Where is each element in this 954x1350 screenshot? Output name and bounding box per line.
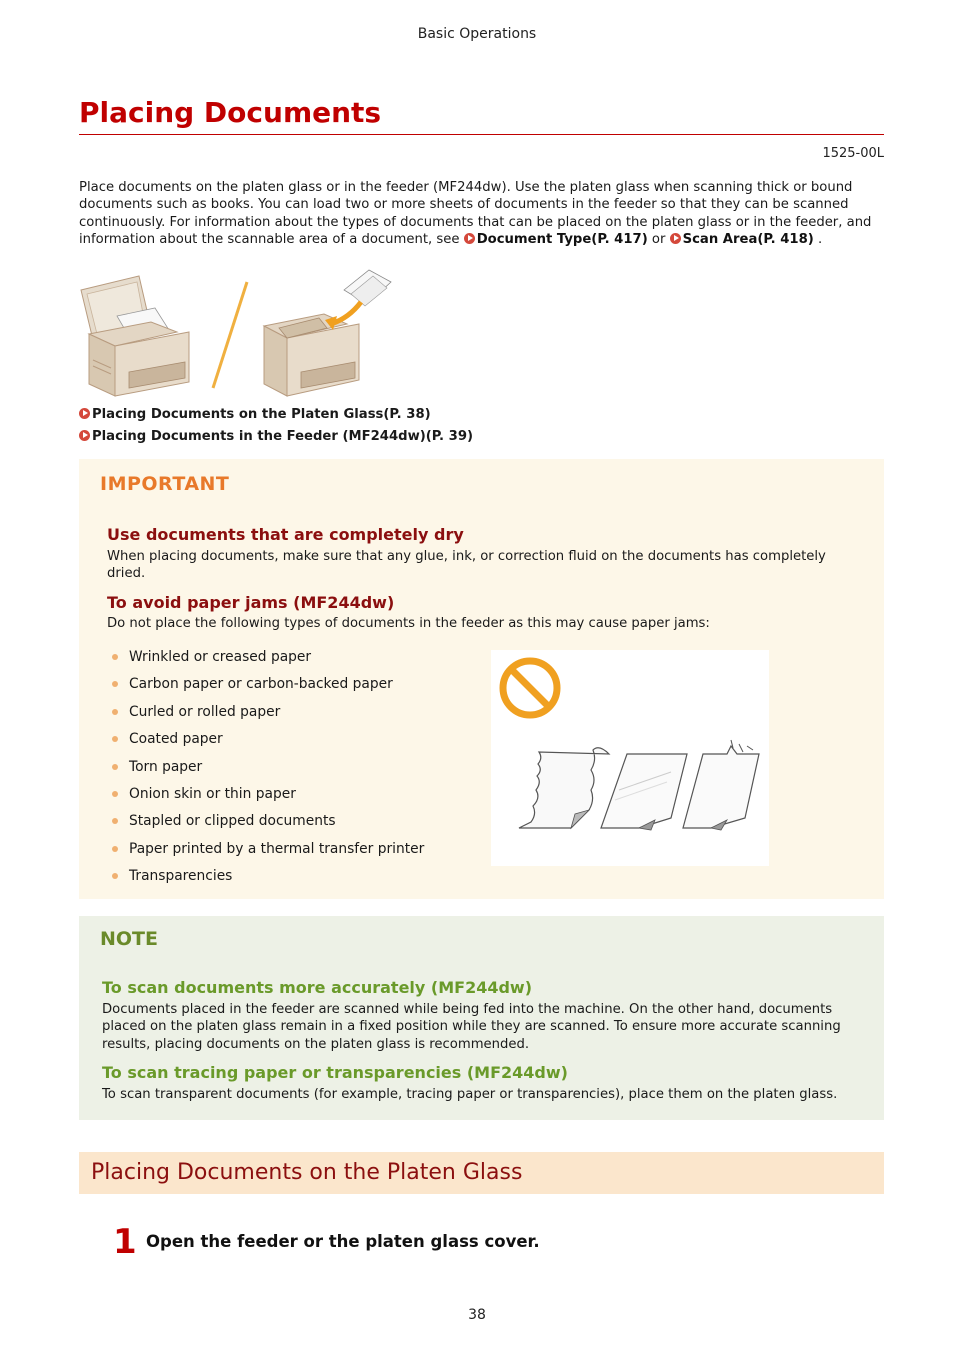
bullet-icon (112, 681, 118, 687)
bullet-icon (112, 818, 118, 824)
prohibited-paper-illustration (491, 650, 769, 866)
link-platen-glass[interactable] (79, 404, 473, 426)
list-item (112, 758, 424, 785)
important-heading-dry: Use documents that are completely dry (107, 525, 464, 544)
link-feeder[interactable] (79, 426, 473, 448)
list-item-label: Stapled or clipped documents (129, 813, 336, 830)
page-title: Placing Documents (79, 96, 382, 129)
intro-end: . (813, 231, 823, 247)
list-item (112, 703, 424, 730)
list-item (112, 730, 424, 757)
note-heading-accuracy: To scan documents more accurately (MF244dw) (102, 978, 533, 997)
bullet-icon (112, 654, 118, 660)
scanner-platen-illustration (81, 276, 189, 396)
divider-line (213, 282, 247, 388)
important-label: IMPORTANT (100, 473, 230, 495)
list-item (112, 812, 424, 839)
page-header: Basic Operations (417, 26, 537, 42)
intro-or: or (647, 231, 670, 247)
bullet-icon (112, 709, 118, 715)
link-arrow-icon (79, 430, 90, 441)
bullet-icon (112, 873, 118, 879)
bullet-icon (112, 791, 118, 797)
important-text-dry: When placing documents, make sure that any glue, ink, or correction fluid on the documents has completely dried. (107, 549, 826, 582)
list-item (112, 785, 424, 812)
note-label: NOTE (100, 928, 158, 950)
list-item (112, 648, 424, 675)
list-item-label: Wrinkled or creased paper (129, 649, 312, 665)
link-arrow-icon (670, 233, 681, 244)
list-item (112, 867, 424, 894)
document-code: 1525-00L (822, 146, 884, 161)
important-heading-jams: To avoid paper jams (MF244dw) (107, 593, 395, 612)
placing-documents-illustration (79, 268, 399, 400)
link-arrow-icon (464, 233, 475, 244)
paper-types-list (112, 648, 424, 895)
bullet-icon (112, 764, 118, 770)
intro-paragraph (79, 179, 884, 248)
note-text-tracing: To scan transparent documents (for example, tracing paper or transparencies), place them on the platen glass. (102, 1087, 838, 1102)
link-document-type[interactable]: Document Type(P. 417) (476, 231, 648, 247)
note-text-accuracy: Documents placed in the feeder are scanned while being fed into the machine. On the other hand, documents placed on the platen glass remain in a fixed position while they are scanned. To ensure more accurate scanning results, placing documents on the platen glass is recommended. (102, 1002, 841, 1052)
important-text-jams: Do not place the following types of documents in the feeder as this may cause paper jams: (107, 616, 710, 631)
section-title: Placing Documents on the Platen Glass (91, 1160, 523, 1185)
wrinkled-paper-icon (519, 748, 609, 828)
list-item (112, 840, 424, 867)
list-item-label: Carbon paper or carbon-backed paper (129, 676, 393, 693)
list-item-label: Paper printed by a thermal transfer printer (129, 840, 425, 857)
step-number: 1 (113, 1222, 137, 1262)
torn-paper-icon (683, 740, 759, 830)
link-scan-area[interactable]: Scan Area(P. 418) (682, 231, 814, 247)
list-item (112, 675, 424, 702)
title-rule (79, 134, 884, 135)
list-item-label: Onion skin or thin paper (129, 785, 296, 802)
link-platen-glass-label: Placing Documents on the Platen Glass(P. 38) (92, 407, 431, 422)
bullet-icon (112, 736, 118, 742)
prohibited-icon (503, 661, 557, 715)
link-arrow-icon (79, 408, 90, 419)
intro-text: Place documents on the platen glass or in the feeder (MF244dw). Use the platen glass when scanning thick or bound documents such as books. You can load two or more sheets of documents in the feeder so that they can be scanned continuously. For information about the types of documents that can be placed on the platen glass or in the feeder, and information about the scannable area of a document, see (79, 180, 872, 247)
page-number: 38 (468, 1307, 486, 1323)
list-item-label: Curled or rolled paper (129, 703, 281, 720)
bullet-icon (112, 846, 118, 852)
note-heading-tracing: To scan tracing paper or transparencies (MF244dw) (102, 1063, 568, 1082)
list-item-label: Transparencies (129, 868, 233, 885)
list-item-label: Coated paper (129, 731, 223, 748)
list-item-label: Torn paper (129, 758, 203, 775)
step-text: Open the feeder or the platen glass cover. (146, 1232, 540, 1251)
carbon-paper-icon (601, 754, 687, 830)
scanner-feeder-illustration (264, 270, 391, 396)
section-links (79, 404, 473, 448)
link-feeder-label: Placing Documents in the Feeder (MF244dw)(P. 39) (92, 429, 474, 444)
